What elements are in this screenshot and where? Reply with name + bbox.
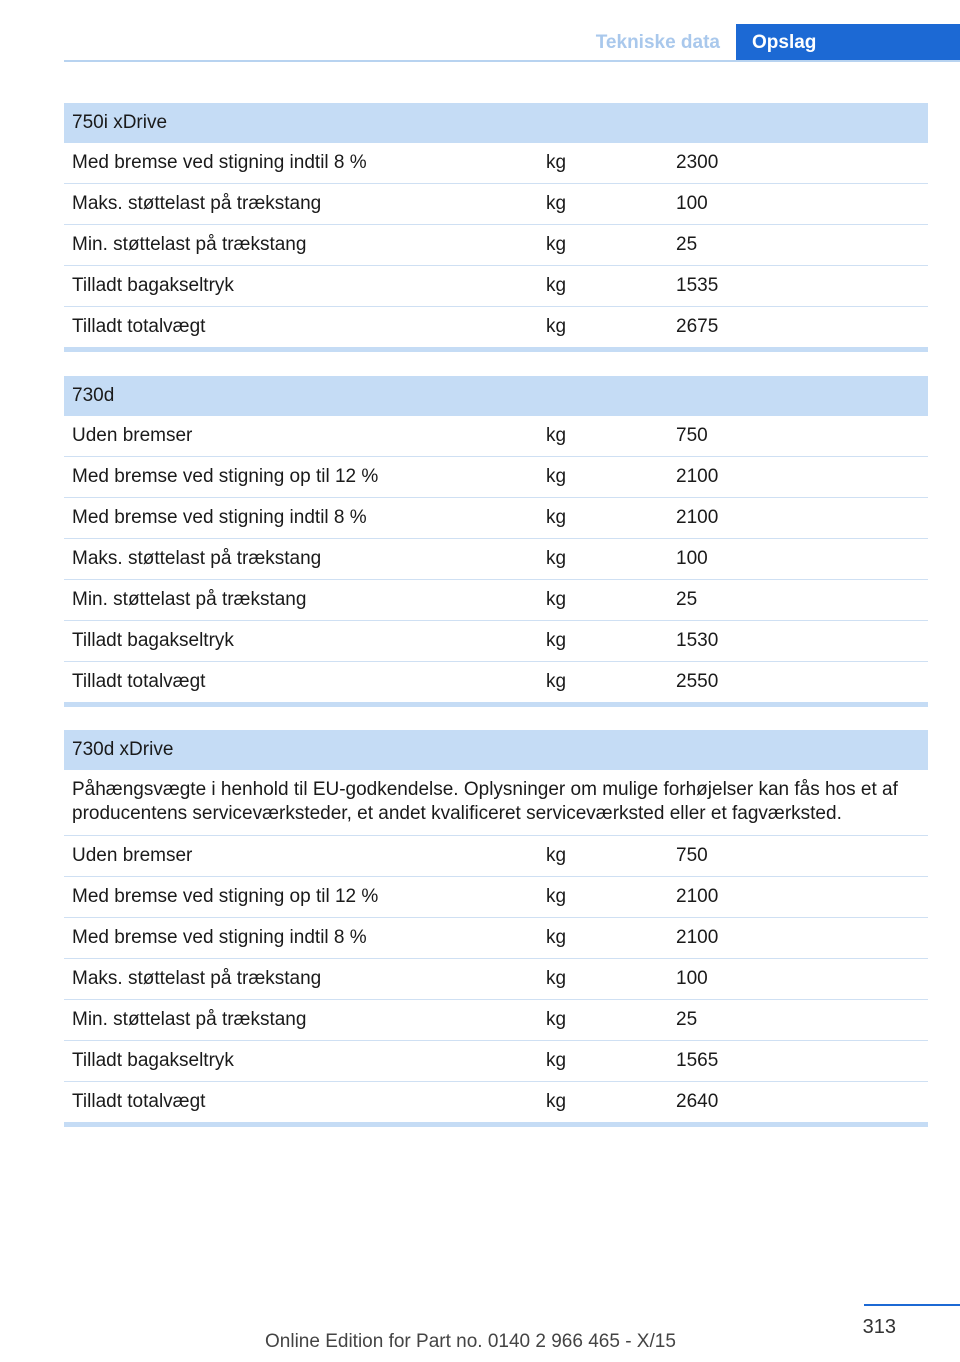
table-header-row xyxy=(64,730,928,770)
table-row xyxy=(64,959,928,1000)
row-value: 100 xyxy=(668,184,928,225)
row-unit: kg xyxy=(538,1041,668,1082)
row-label: Min. støttelast på trækstang xyxy=(64,580,538,621)
row-value: 1535 xyxy=(668,266,928,307)
row-value: 2550 xyxy=(668,662,928,705)
row-value: 2100 xyxy=(668,457,928,498)
page-header xyxy=(64,24,960,62)
row-unit: kg xyxy=(538,877,668,918)
row-label: Med bremse ved stigning op til 12 % xyxy=(64,457,538,498)
row-value: 2100 xyxy=(668,918,928,959)
row-unit: kg xyxy=(538,580,668,621)
row-value: 25 xyxy=(668,1000,928,1041)
header-divider xyxy=(64,60,960,62)
table-row xyxy=(64,1082,928,1125)
row-value: 750 xyxy=(668,416,928,457)
table-row xyxy=(64,1041,928,1082)
table-row xyxy=(64,1000,928,1041)
row-value: 2100 xyxy=(668,498,928,539)
page-number: 313 xyxy=(862,1316,896,1338)
row-unit: kg xyxy=(538,539,668,580)
section-tab: Tekniske data xyxy=(595,32,720,53)
row-label: Maks. støttelast på trækstang xyxy=(64,539,538,580)
table-row xyxy=(64,225,928,266)
table-row xyxy=(64,184,928,225)
table-row xyxy=(64,416,928,457)
table-row xyxy=(64,877,928,918)
table-row xyxy=(64,662,928,705)
row-value: 2675 xyxy=(668,307,928,350)
table-row xyxy=(64,498,928,539)
table-note-row xyxy=(64,770,928,836)
row-label: Uden bremser xyxy=(64,836,538,877)
row-unit: kg xyxy=(538,225,668,266)
table-row xyxy=(64,621,928,662)
table-row xyxy=(64,836,928,877)
row-unit: kg xyxy=(538,307,668,350)
table-row xyxy=(64,580,928,621)
row-value: 1530 xyxy=(668,621,928,662)
row-label: Tilladt bagakseltryk xyxy=(64,266,538,307)
table-title: 730d xDrive xyxy=(64,730,928,770)
spec-table-730d-xdrive xyxy=(64,730,928,1127)
table-row xyxy=(64,539,928,580)
row-value: 25 xyxy=(668,580,928,621)
row-unit: kg xyxy=(538,416,668,457)
row-unit: kg xyxy=(538,959,668,1000)
row-value: 2300 xyxy=(668,143,928,184)
spec-table-730d xyxy=(64,376,928,707)
spec-table-750i-xdrive xyxy=(64,103,928,352)
row-label: Tilladt bagakseltryk xyxy=(64,1041,538,1082)
row-unit: kg xyxy=(538,184,668,225)
edition-footer: Online Edition for Part no. 0140 2 966 465 - X/15 xyxy=(265,1331,676,1352)
row-label: Tilladt bagakseltryk xyxy=(64,621,538,662)
table-note: Påhængsvægte i henhold til EU-godkendelse. Oplysninger om mulige forhøjelser kan fås hos et af producentens serviceværksteder, et andet kvalificeret serviceværksted eller et fagværksted. xyxy=(64,770,928,836)
table-header-row xyxy=(64,103,928,143)
row-unit: kg xyxy=(538,143,668,184)
row-unit: kg xyxy=(538,1082,668,1125)
row-value: 100 xyxy=(668,539,928,580)
row-value: 1565 xyxy=(668,1041,928,1082)
table-title: 730d xyxy=(64,376,928,416)
row-unit: kg xyxy=(538,918,668,959)
row-value: 750 xyxy=(668,836,928,877)
row-value: 25 xyxy=(668,225,928,266)
row-label: Maks. støttelast på trækstang xyxy=(64,959,538,1000)
row-unit: kg xyxy=(538,457,668,498)
row-label: Med bremse ved stigning indtil 8 % xyxy=(64,918,538,959)
page-number-divider xyxy=(864,1304,960,1306)
row-unit: kg xyxy=(538,621,668,662)
row-label: Uden bremser xyxy=(64,416,538,457)
row-label: Tilladt totalvægt xyxy=(64,1082,538,1125)
row-unit: kg xyxy=(538,1000,668,1041)
table-row xyxy=(64,266,928,307)
row-unit: kg xyxy=(538,836,668,877)
chapter-tab: Opslag xyxy=(736,24,960,62)
table-title: 750i xDrive xyxy=(64,103,928,143)
row-label: Min. støttelast på trækstang xyxy=(64,1000,538,1041)
row-value: 2100 xyxy=(668,877,928,918)
row-label: Tilladt totalvægt xyxy=(64,307,538,350)
row-value: 2640 xyxy=(668,1082,928,1125)
row-unit: kg xyxy=(538,662,668,705)
row-label: Med bremse ved stigning indtil 8 % xyxy=(64,498,538,539)
row-label: Med bremse ved stigning indtil 8 % xyxy=(64,143,538,184)
row-unit: kg xyxy=(538,498,668,539)
row-label: Maks. støttelast på trækstang xyxy=(64,184,538,225)
row-label: Med bremse ved stigning op til 12 % xyxy=(64,877,538,918)
row-label: Tilladt totalvægt xyxy=(64,662,538,705)
table-row xyxy=(64,143,928,184)
table-row xyxy=(64,457,928,498)
table-row xyxy=(64,918,928,959)
table-header-row xyxy=(64,376,928,416)
row-value: 100 xyxy=(668,959,928,1000)
row-unit: kg xyxy=(538,266,668,307)
row-label: Min. støttelast på trækstang xyxy=(64,225,538,266)
table-row xyxy=(64,307,928,350)
